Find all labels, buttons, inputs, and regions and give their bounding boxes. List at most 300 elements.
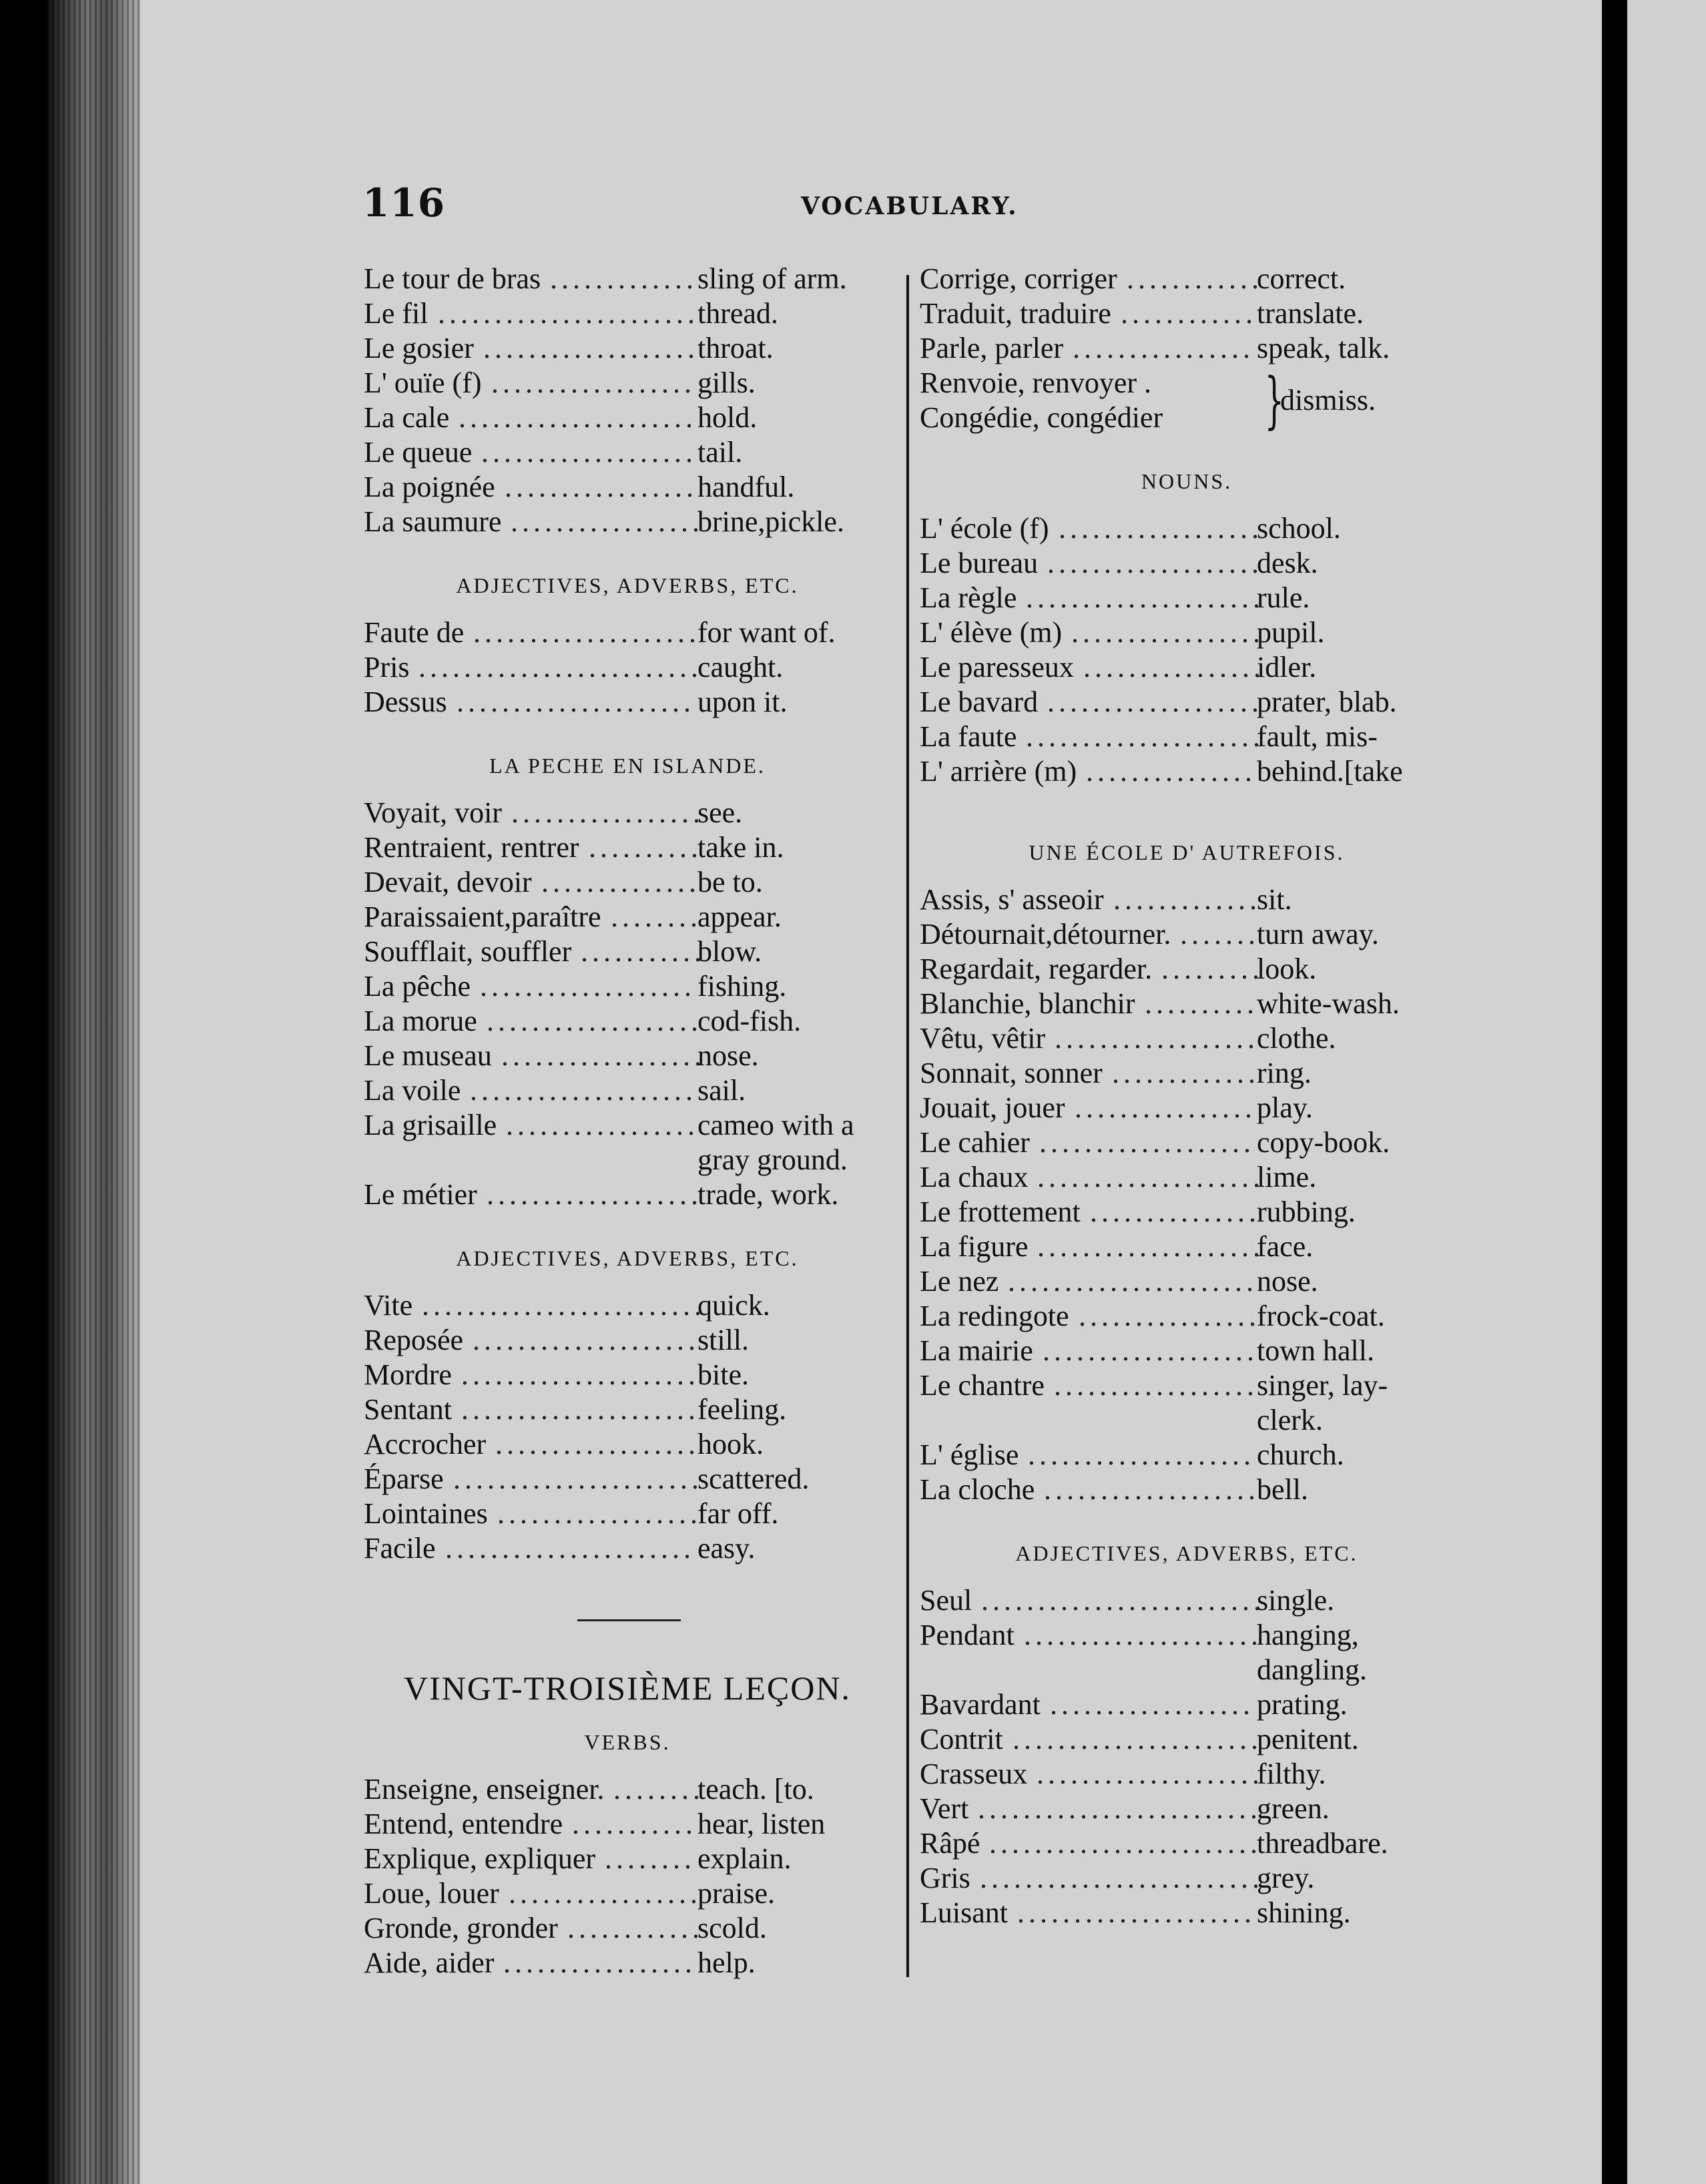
french-term: La chaux (920, 1161, 1029, 1193)
french-term: Vêtu, vêtir (920, 1022, 1046, 1055)
french-term: Explique, expliquer (364, 1842, 596, 1875)
french-term: Corrige, corriger (920, 262, 1117, 295)
english-translation: correct. (1257, 262, 1346, 295)
french-term: Le chantre (920, 1369, 1045, 1402)
english-translation: hear, listen (697, 1808, 826, 1840)
french-term: La redingote (920, 1300, 1069, 1332)
french-term: L' école (f) (920, 512, 1049, 545)
vocab-entry (920, 1472, 1454, 1507)
french-term: Faute de (364, 616, 465, 649)
leader-dots: ................. (1071, 616, 1264, 649)
vocab-entry (364, 650, 891, 685)
french-term: Sonnait, sonner (920, 1057, 1103, 1089)
french-term: La cloche (920, 1473, 1035, 1506)
english-translation: tail. (697, 436, 743, 469)
leader-dots: ........ (605, 1842, 695, 1875)
running-head (0, 0, 1706, 267)
english-translation: ring. (1257, 1057, 1312, 1089)
french-term: Râpé (920, 1827, 980, 1860)
vocab-entry (364, 865, 891, 900)
vocab-group-nouns (920, 511, 1454, 789)
english-translation: rule. (1257, 581, 1310, 614)
vocab-entry (920, 1091, 1454, 1125)
english-translation: lime. (1257, 1161, 1317, 1193)
vocab-entry (364, 505, 891, 539)
french-term: La grisaille (364, 1109, 497, 1141)
french-term: Le gosier (364, 332, 474, 364)
french-term: Le bureau (920, 547, 1039, 579)
section-heading: ADJECTIVES, ADVERBS, ETC. (456, 1246, 799, 1270)
french-term: Facile (364, 1532, 436, 1565)
vocab-entry (920, 1722, 1454, 1757)
vocab-entry (920, 615, 1454, 650)
vocab-entry (920, 1826, 1454, 1861)
english-translation: scattered. (697, 1462, 810, 1495)
vocab-entry (364, 796, 891, 830)
vocab-entry (920, 1687, 1454, 1722)
english-translation: throat. (697, 332, 774, 364)
book-spine-edge (47, 0, 147, 2184)
english-translation: nose. (697, 1039, 759, 1072)
leader-dots: .................... (1037, 1757, 1263, 1790)
leader-dots: ............... (1090, 1195, 1260, 1228)
english-translation: hook. (697, 1428, 764, 1460)
english-translation: behind.[take (1257, 755, 1403, 788)
running-title: VOCABULARY. (801, 192, 1019, 220)
vocab-entry (364, 900, 891, 934)
vocab-entry (920, 917, 1454, 952)
vocab-group-adjectives (364, 1288, 891, 1566)
english-translation: speak, talk. (1257, 332, 1390, 364)
french-term: Entend, entendre (364, 1808, 563, 1840)
french-term: Aide, aider (364, 1946, 495, 1979)
english-translation: see. (697, 796, 743, 829)
french-term: Mordre (364, 1358, 452, 1391)
english-translation: bell. (1257, 1473, 1308, 1506)
leader-dots: ..................... (1024, 1619, 1262, 1651)
english-translation: easy. (697, 1532, 756, 1565)
left-column (364, 262, 891, 1980)
leader-dots: ......................... (422, 1289, 705, 1322)
leader-dots: .................. (1059, 512, 1263, 545)
english-translation: single. (1257, 1584, 1335, 1617)
vocab-entry (364, 1946, 891, 1980)
leader-dots: ..................... (459, 401, 697, 434)
leader-dots: .................. (501, 1039, 705, 1072)
english-translation: shining. (1257, 1896, 1351, 1929)
vocab-entry (920, 1230, 1454, 1264)
vocab-entry (920, 1618, 1454, 1653)
english-translation: caught. (697, 651, 784, 684)
vocab-entry (364, 1392, 891, 1427)
vocab-entry (920, 1368, 1454, 1403)
vocab-entry (920, 650, 1454, 685)
english-translation: grey. (1257, 1862, 1315, 1894)
vocab-entry (364, 470, 891, 505)
leader-dots: ......................... (418, 651, 702, 684)
vocab-group-verbs (364, 1772, 891, 1980)
leader-dots: ......................... (978, 1792, 1261, 1825)
section-heading: ADJECTIVES, ADVERBS, ETC. (1015, 1541, 1358, 1565)
french-term: Le fil (364, 297, 429, 330)
french-term: Rentraient, rentrer (364, 831, 579, 864)
section-heading: UNE ÉCOLE D' AUTREFOIS. (1029, 840, 1345, 864)
braced-entry (920, 366, 1454, 435)
english-translation: explain. (697, 1842, 792, 1875)
leader-dots: ................... (487, 1005, 702, 1037)
french-term: La mairie (920, 1334, 1033, 1367)
leader-dots: ................. (511, 796, 704, 829)
leader-dots: ............. (1112, 1057, 1259, 1089)
french-term: Éparse (364, 1462, 444, 1495)
leader-dots: ............... (1086, 755, 1256, 788)
leader-dots: .................... (1037, 1161, 1264, 1193)
french-term: Loue, louer (364, 1877, 499, 1910)
leader-dots: ................. (509, 1877, 701, 1910)
french-term: Gris (920, 1862, 970, 1894)
vocab-entry (364, 1108, 891, 1143)
english-translation: school. (1257, 512, 1341, 545)
french-term: Soufflait, souffler (364, 935, 572, 968)
leader-dots: .................. (1055, 1022, 1259, 1055)
vocab-entry (920, 754, 1454, 789)
french-term: Détournait,détourner. (920, 918, 1171, 950)
leader-dots: .................... (1028, 1438, 1255, 1471)
leader-dots: ................... (481, 436, 697, 469)
french-term: La faute (920, 720, 1017, 753)
vocab-entry (364, 1462, 891, 1496)
vocab-entry (920, 720, 1454, 754)
english-translation: play. (1257, 1091, 1313, 1124)
vocab-group-adverbs (364, 615, 891, 720)
french-term: Le paresseux (920, 651, 1074, 684)
leader-dots: ....................... (438, 297, 699, 330)
french-term: Le queue (364, 436, 473, 469)
english-translation: green. (1257, 1792, 1330, 1825)
leader-dots: ..................... (1026, 720, 1264, 753)
french-term: Crasseux (920, 1757, 1028, 1790)
leader-dots: ............ (567, 1912, 703, 1944)
leader-dots: .................. (1050, 1688, 1254, 1721)
french-term: Voyait, voir (364, 796, 502, 829)
vocab-entry (364, 1876, 891, 1911)
leader-dots: ............. (1113, 883, 1261, 916)
leader-dots: .................... (470, 1074, 697, 1107)
french-term: Enseigne, enseigner. (364, 1773, 605, 1806)
vocab-entry (920, 1792, 1454, 1826)
vocab-entry (920, 1438, 1454, 1472)
english-translation: dangling. (1257, 1653, 1367, 1686)
leader-dots: ...................... (453, 1462, 703, 1495)
leader-dots: ........ (613, 1773, 704, 1806)
french-term: L' église (920, 1438, 1019, 1471)
french-term: Blanchie, blanchir (920, 987, 1135, 1020)
leader-dots: ........... (581, 935, 705, 968)
english-translation: still. (697, 1324, 750, 1356)
vocab-group-ecole (920, 882, 1454, 1507)
vocab-group-la-peche (364, 796, 891, 1212)
english-translation: penitent. (1257, 1723, 1359, 1755)
leader-dots: ................ (1079, 1300, 1260, 1332)
vocab-group-fish-parts (364, 262, 891, 539)
french-term: Le bavard (920, 686, 1039, 718)
vocab-entry (920, 546, 1454, 581)
english-translation: sail. (697, 1074, 746, 1107)
section-heading: ADJECTIVES, ADVERBS, ETC. (456, 573, 799, 597)
english-translation: thread. (697, 297, 778, 330)
vocab-entry (364, 400, 891, 435)
leader-dots: .................. (497, 1497, 701, 1530)
english-translation: fishing. (697, 970, 787, 1003)
leader-dots: .................... (473, 616, 700, 649)
leader-dots: ......................... (981, 1584, 1265, 1617)
english-translation: brine,pickle. (697, 505, 844, 538)
section-heading: VERBS. (584, 1730, 671, 1754)
vocab-entry (364, 296, 891, 331)
english-translation: singer, lay- (1257, 1369, 1388, 1402)
english-translation: translate. (1257, 297, 1364, 330)
french-term: Traduit, traduire (920, 297, 1111, 330)
french-term: Reposée (364, 1324, 464, 1356)
french-term: Jouait, jouer (920, 1091, 1065, 1124)
leader-dots: ................ (1075, 1091, 1256, 1124)
english-translation: fault, mis- (1257, 720, 1378, 753)
vocab-entry (364, 1772, 891, 1807)
leader-dots: .................... (473, 1324, 699, 1356)
vocab-entry (920, 581, 1454, 615)
english-translation: for want of. (697, 616, 836, 649)
leader-dots: ..................... (461, 1393, 699, 1426)
braced-term: Renvoie, renvoyer . (920, 366, 1151, 399)
english-translation: gray ground. (697, 1143, 848, 1176)
leader-dots: ............. (550, 262, 697, 295)
french-term: Le métier (364, 1178, 477, 1211)
english-translation: prating. (1257, 1688, 1348, 1721)
vocab-entry (364, 615, 891, 650)
vocab-entry (920, 1403, 1454, 1438)
vocab-entry (364, 1427, 891, 1462)
english-translation: prater, blab. (1257, 686, 1397, 718)
leader-dots: ....... (1180, 918, 1259, 950)
vocab-entry (920, 1334, 1454, 1368)
leader-dots: ................ (1083, 651, 1265, 684)
vocab-entry (364, 830, 891, 865)
english-translation: handful. (697, 471, 795, 503)
vocab-entry (364, 1911, 891, 1946)
vocab-group-verbs-cont (920, 262, 1454, 366)
english-translation: appear. (697, 900, 782, 933)
english-translation: copy-book. (1257, 1126, 1390, 1159)
english-translation: threadbare. (1257, 1827, 1388, 1860)
leader-dots: ..................... (1017, 1896, 1255, 1929)
vocab-entry (364, 1288, 891, 1323)
leader-dots: .................. (1054, 1369, 1258, 1402)
english-translation: scold. (697, 1912, 767, 1944)
leader-dots: ................... (1047, 686, 1263, 718)
curly-brace: } (1264, 364, 1284, 436)
english-translation: hanging, (1257, 1619, 1359, 1651)
english-translation: face. (1257, 1230, 1314, 1263)
leader-dots: .................. (491, 366, 695, 399)
vocab-entry (920, 882, 1454, 917)
french-term: Le cahier (920, 1126, 1030, 1159)
english-translation: teach. [to. (697, 1773, 814, 1806)
leader-dots: ..................... (1026, 581, 1264, 614)
vocab-entry (364, 1039, 891, 1073)
french-term: Vite (364, 1289, 413, 1322)
vocab-entry (920, 1896, 1454, 1930)
english-translation: sling of arm. (697, 262, 847, 295)
french-term: Pris (364, 651, 410, 684)
french-term: La voile (364, 1074, 461, 1107)
vocab-entry (364, 1177, 891, 1212)
french-term: Le frottement (920, 1195, 1081, 1228)
english-translation: sit. (1257, 883, 1292, 916)
adjacent-page-edge (1627, 0, 1706, 2184)
french-term: Seul (920, 1584, 972, 1617)
vocab-entry (364, 685, 891, 720)
english-translation: help. (697, 1946, 756, 1979)
leader-dots: ..................... (457, 686, 695, 718)
english-translation: frock-coat. (1257, 1300, 1385, 1332)
vocab-entry (364, 1531, 891, 1566)
column-divider (906, 275, 909, 1977)
vocab-entry (920, 987, 1454, 1021)
leader-dots: ...................... (1008, 1265, 1257, 1298)
english-translation: blow. (697, 935, 762, 968)
leader-dots: ...................... (445, 1532, 695, 1565)
french-term: L' élève (m) (920, 616, 1063, 649)
vocab-entry (364, 969, 891, 1004)
english-translation: rubbing. (1257, 1195, 1356, 1228)
section-heading: LA PECHE EN ISLANDE. (489, 754, 766, 778)
section-heading: NOUNS. (1141, 469, 1233, 493)
leader-dots: ................... (1039, 1126, 1255, 1159)
vocab-entry (364, 934, 891, 969)
braced-term: Congédie, congédier (920, 401, 1163, 434)
english-translation: quick. (697, 1289, 770, 1322)
vocab-entry (920, 1160, 1454, 1195)
leader-dots: ................... (1043, 1334, 1258, 1367)
right-column (920, 262, 1454, 1930)
leader-dots: ............ (1127, 262, 1263, 295)
french-term: Assis, s' asseoir (920, 883, 1104, 916)
vocab-entry (920, 331, 1454, 366)
vocab-entry (364, 1358, 891, 1392)
english-translation: take in. (697, 831, 784, 864)
vocab-entry (364, 262, 891, 296)
leader-dots: .................... (1037, 1230, 1264, 1263)
leader-dots: ........ (611, 900, 701, 933)
leader-dots: ................. (506, 1109, 699, 1141)
french-term: La règle (920, 581, 1017, 614)
french-term: Dessus (364, 686, 447, 718)
english-translation: hold. (697, 401, 758, 434)
english-translation: white-wash. (1257, 987, 1400, 1020)
vocab-entry (920, 1021, 1454, 1056)
vocab-entry (920, 1299, 1454, 1334)
vocab-entry (364, 1807, 891, 1842)
leader-dots: ......................... (980, 1862, 1263, 1894)
english-translation: gills. (697, 366, 756, 399)
english-translation: be to. (697, 866, 763, 898)
french-term: Pendant (920, 1619, 1015, 1651)
french-term: Contrit (920, 1723, 1003, 1755)
leader-dots: .......... (589, 831, 702, 864)
lesson-title: VINGT-TROISIÈME LEÇON. (404, 1669, 851, 1707)
french-term: La morue (364, 1005, 477, 1037)
vocab-entry (364, 1842, 891, 1876)
english-translation: clothe. (1257, 1022, 1336, 1055)
french-term: Lointaines (364, 1497, 488, 1530)
french-term: L' arrière (m) (920, 755, 1077, 788)
leader-dots: ................... (480, 970, 695, 1003)
vocab-entry (364, 435, 891, 470)
vocab-entry (364, 1143, 891, 1177)
leader-dots: ...................... (1013, 1723, 1262, 1755)
english-translation: upon it. (697, 686, 788, 718)
french-term: L' ouïe (f) (364, 366, 482, 399)
leader-dots: ................... (1047, 547, 1263, 579)
vocab-entry (920, 296, 1454, 331)
braced-translation: dismiss. (1280, 384, 1376, 417)
leader-dots: ................... (483, 332, 699, 364)
french-term: La figure (920, 1230, 1029, 1263)
english-translation: desk. (1257, 547, 1318, 579)
french-term: Parle, parler (920, 332, 1063, 364)
vocab-entry (920, 262, 1454, 296)
english-translation: pupil. (1257, 616, 1325, 649)
leader-dots: ................... (487, 1178, 702, 1211)
leader-dots: .................. (495, 1428, 699, 1460)
page-number: 116 (362, 180, 446, 226)
vocab-entry (920, 1653, 1454, 1687)
french-term: Le nez (920, 1265, 999, 1298)
vocab-entry (364, 1496, 891, 1531)
english-translation: trade, work. (697, 1178, 839, 1211)
french-term: La poignée (364, 471, 495, 503)
french-term: La pêche (364, 970, 471, 1003)
french-term: Luisant (920, 1896, 1008, 1929)
french-term: La cale (364, 401, 450, 434)
vocab-entry (364, 1004, 891, 1039)
vocab-entry (920, 1583, 1454, 1618)
english-translation: nose. (1257, 1265, 1318, 1298)
english-translation: far off. (697, 1497, 779, 1530)
leader-dots: ................. (511, 505, 703, 538)
leader-dots: ............ (1121, 297, 1257, 330)
english-translation: look. (1257, 952, 1317, 985)
vocab-entry (920, 1861, 1454, 1896)
english-translation: turn away. (1257, 918, 1379, 950)
leader-dots: ..................... (461, 1358, 699, 1391)
english-translation: idler. (1257, 651, 1317, 684)
vocab-entry (920, 1056, 1454, 1091)
vocab-entry (364, 1323, 891, 1358)
english-translation: church. (1257, 1438, 1344, 1471)
english-translation: cod-fish. (697, 1005, 802, 1037)
vocab-entry (920, 1264, 1454, 1299)
leader-dots: ................. (505, 471, 697, 503)
french-term: Sentant (364, 1393, 452, 1426)
french-term: Vert (920, 1792, 969, 1825)
vocab-entry (920, 1195, 1454, 1230)
leader-dots: ........... (572, 1808, 697, 1840)
english-translation: filthy. (1257, 1757, 1326, 1790)
section-rule (577, 1619, 681, 1621)
english-translation: town hall. (1257, 1334, 1374, 1367)
french-term: Le tour de bras (364, 262, 541, 295)
